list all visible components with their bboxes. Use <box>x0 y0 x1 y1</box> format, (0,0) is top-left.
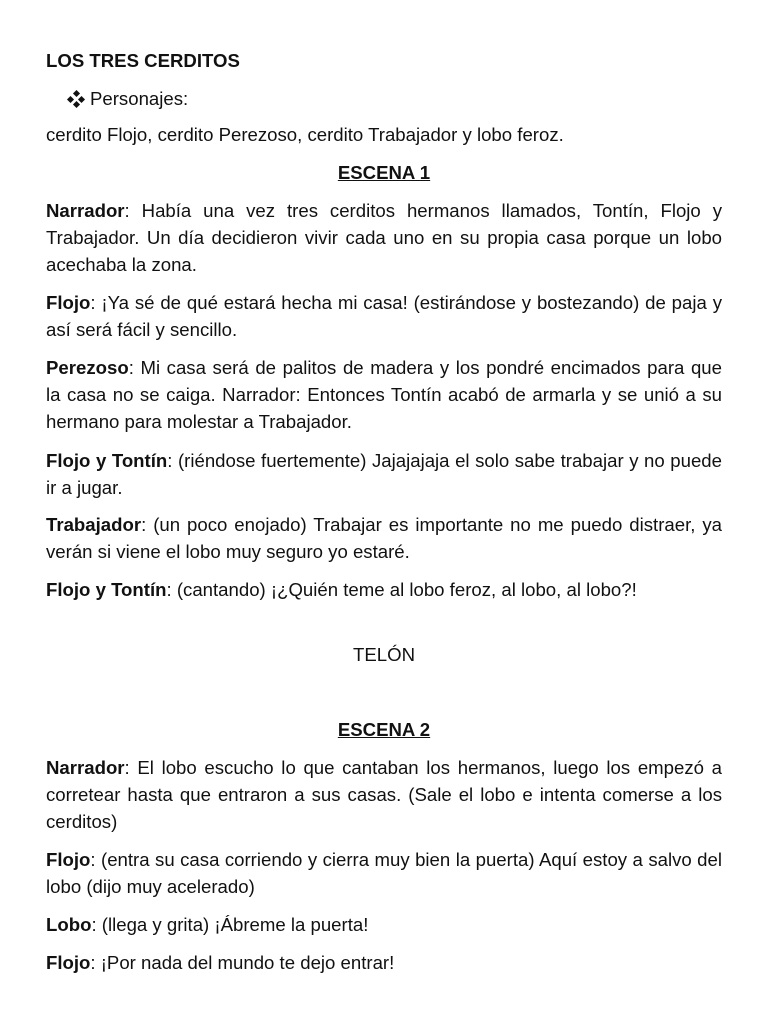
dialogue-line <box>46 846 722 900</box>
personajes-bullet <box>68 85 188 112</box>
speaker-name: Flojo y Tontín <box>46 450 168 471</box>
dialogue-text: : El lobo escucho lo que cantaban los hermanos, luego los empezó a corretear hasta que entraron a sus casas. (Sale el lobo e intenta comerse a los cerditos) <box>46 757 722 832</box>
dialogue-line <box>46 289 722 343</box>
dialogue-text: : (entra su casa corriendo y cierra muy bien la puerta) Aquí estoy a salvo del lobo (dijo muy acelerado) <box>46 849 722 897</box>
diamond-bullet-icon <box>68 91 84 107</box>
dialogue-text: : (riéndose fuertemente) Jajajajaja el solo sabe trabajar y no puede ir a jugar. <box>46 450 722 498</box>
dialogue-text: : ¡Por nada del mundo te dejo entrar! <box>90 952 395 973</box>
speaker-name: Flojo <box>46 849 91 870</box>
speaker-name: Narrador <box>46 200 125 221</box>
speaker-name: Flojo <box>46 292 91 313</box>
dialogue-text: : Había una vez tres cerditos hermanos llamados, Tontín, Flojo y Trabajador. Un día decidieron vivir cada uno en su propia casa porque un lobo acechaba la zona. <box>46 200 722 275</box>
dialogue-text: : (llega y grita) ¡Ábreme la puerta! <box>91 914 369 935</box>
dialogue-line <box>46 576 722 603</box>
scene-heading: ESCENA 1 <box>337 162 431 183</box>
dialogue-line <box>46 754 722 835</box>
dialogue-line <box>46 354 722 435</box>
dialogue-line <box>46 511 722 565</box>
telon-label: TELÓN <box>353 644 415 665</box>
speaker-name: Perezoso <box>46 357 129 378</box>
speaker-name: Narrador <box>46 757 125 778</box>
document-title: LOS TRES CERDITOS <box>46 50 240 71</box>
dialogue-text: : Mi casa será de palitos de madera y los pondré encimados para que la casa no se caiga. Narrador: Entonces Tontín acabó de armarla y se unió a su hermano para molestar a Trabajador. <box>46 357 722 432</box>
dialogue-text: : (cantando) ¡¿Quién teme al lobo feroz, al lobo, al lobo?! <box>166 579 637 600</box>
dialogue-text: : ¡Ya sé de qué estará hecha mi casa! (estirándose y bostezando) de paja y así será fácil y sencillo. <box>46 292 722 340</box>
dialogue-line <box>46 911 722 938</box>
speaker-name: Flojo <box>46 952 91 973</box>
dialogue-line <box>46 447 722 501</box>
personajes-label: Personajes: <box>90 88 189 109</box>
scene-heading: ESCENA 2 <box>337 719 431 740</box>
dialogue-text: : (un poco enojado) Trabajar es importante no me puedo distraer, ya verán si viene el lobo muy seguro yo estaré. <box>46 514 722 562</box>
speaker-name: Lobo <box>46 914 92 935</box>
dialogue-line <box>46 197 722 278</box>
dialogue-line <box>46 949 722 976</box>
speaker-name: Flojo y Tontín <box>46 579 167 600</box>
cast-list: cerdito Flojo, cerdito Perezoso, cerdito Trabajador y lobo feroz. <box>46 124 564 145</box>
speaker-name: Trabajador <box>46 514 142 535</box>
